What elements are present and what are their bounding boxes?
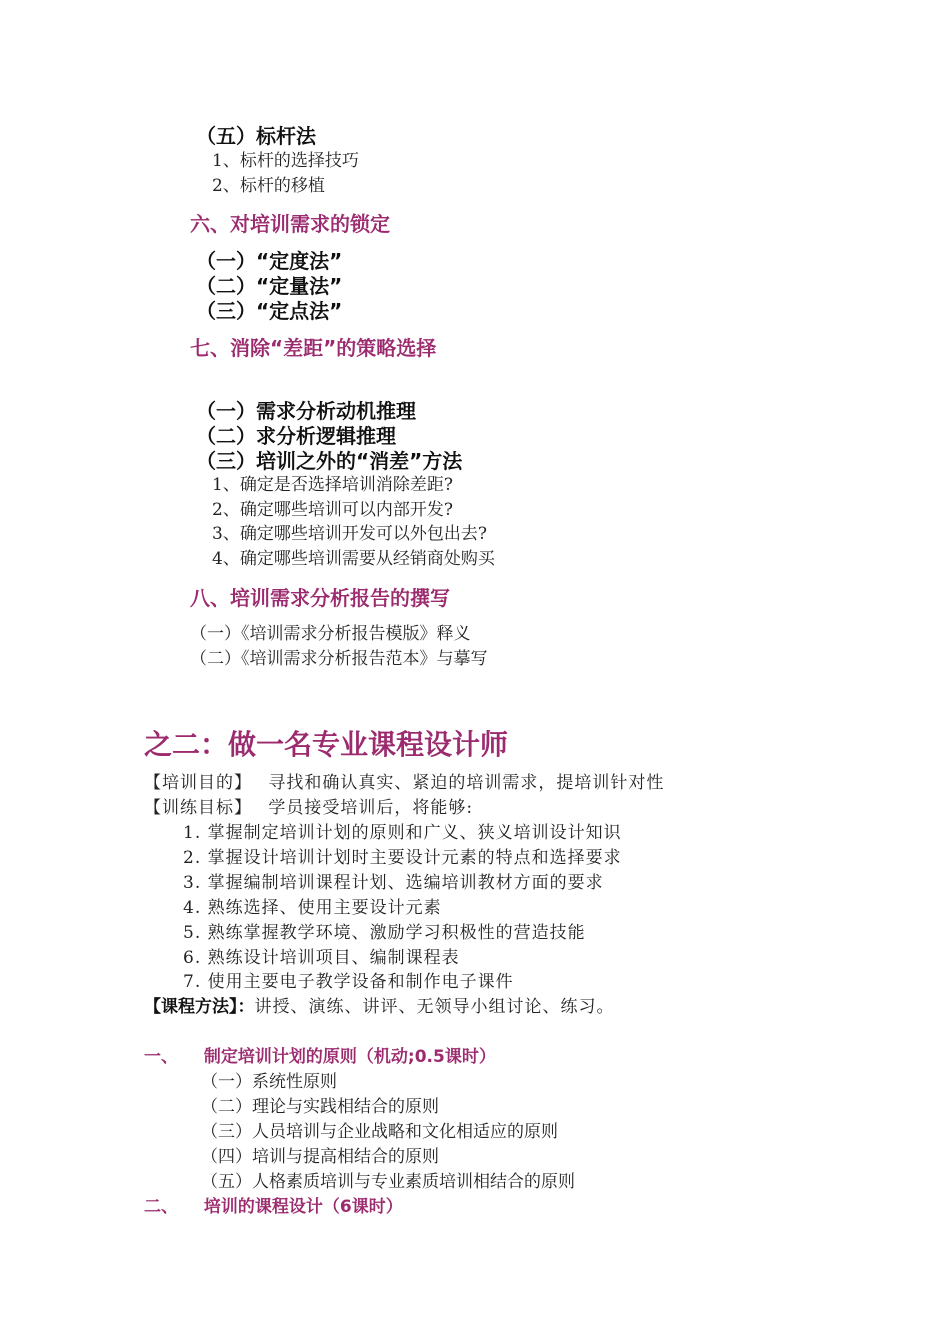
list-item: 4、确定哪些培训需要从经销商处购买 xyxy=(212,549,495,569)
goal-item: 4. 熟练选择、使用主要设计元素 xyxy=(183,898,442,918)
section-number: 一、 xyxy=(144,1047,178,1067)
goal-item: 7. 使用主要电子教学设备和制作电子课件 xyxy=(183,972,514,992)
method-line xyxy=(144,999,615,1016)
course-section-2-heading xyxy=(144,1199,403,1216)
goal-item: 2. 掌握设计培训计划时主要设计元素的特点和选择要求 xyxy=(183,848,622,868)
list-item: 2、确定哪些培训可以内部开发? xyxy=(212,500,453,520)
subsection-heading: （三）培训之外的“消差”方法 xyxy=(196,449,463,473)
purpose-text: 寻找和确认真实、紧迫的培训需求，提培训针对性 xyxy=(268,773,665,793)
method-label: 【课程方法】： xyxy=(144,997,255,1017)
purpose-line xyxy=(144,775,664,792)
list-item: 1、标杆的选择技巧 xyxy=(212,151,359,171)
list-item: 2、标杆的移植 xyxy=(212,176,325,196)
course-section-1-heading xyxy=(144,1049,496,1066)
goal-item: 1. 掌握制定培训计划的原则和广义、狭义培训设计知识 xyxy=(183,823,622,843)
list-item: （一）系统性原则 xyxy=(201,1072,337,1092)
section-7-heading: 七、消除“差距”的策略选择 xyxy=(190,336,437,360)
subsection-heading: （一）“定度法” xyxy=(196,249,343,273)
purpose-label: 【培训目的】 xyxy=(144,773,252,793)
subsection-heading: （一）需求分析动机推理 xyxy=(196,399,416,423)
goal-item: 3. 掌握编制培训课程计划、选编培训教材方面的要求 xyxy=(183,873,604,893)
goal-label: 【训练目标】 xyxy=(144,798,252,818)
goal-item: 6. 熟练设计培训项目、编制课程表 xyxy=(183,948,460,968)
subsection-heading: （二）求分析逻辑推理 xyxy=(196,424,396,448)
section-title: 制定培训计划的原则（机动;0.5课时） xyxy=(203,1047,496,1067)
section-5-heading: （五）标杆法 xyxy=(196,124,316,148)
goal-line xyxy=(144,800,473,817)
goal-text: 学员接受培训后，将能够: xyxy=(268,798,474,818)
list-item: （五）人格素质培训与专业素质培训相结合的原则 xyxy=(201,1172,575,1192)
subsection-heading: （二）“定量法” xyxy=(196,274,343,298)
list-item: （四）培训与提高相结合的原则 xyxy=(201,1147,439,1167)
goal-item: 5. 熟练掌握教学环境、激励学习积极性的营造技能 xyxy=(183,923,586,943)
list-item: 3、确定哪些培训开发可以外包出去? xyxy=(212,524,487,544)
section-6-heading: 六、对培训需求的锁定 xyxy=(190,212,390,236)
subsection-heading: （三）“定点法” xyxy=(196,299,343,323)
section-number: 二、 xyxy=(144,1197,178,1217)
section-8-heading: 八、培训需求分析报告的撰写 xyxy=(190,586,450,610)
list-item: （三）人员培训与企业战略和文化相适应的原则 xyxy=(201,1122,558,1142)
list-item: （二）理论与实践相结合的原则 xyxy=(201,1097,439,1117)
list-item: （一）《培训需求分析报告模版》释义 xyxy=(190,624,471,644)
list-item: 1、确定是否选择培训消除差距? xyxy=(212,475,453,495)
list-item: （二）《培训需求分析报告范本》与摹写 xyxy=(190,649,488,669)
section-title: 培训的课程设计（6课时） xyxy=(203,1197,403,1217)
part-title: 之二：做一名专业课程设计师 xyxy=(144,728,509,761)
method-text: 讲授、演练、讲评、无领导小组讨论、练习。 xyxy=(254,997,615,1017)
